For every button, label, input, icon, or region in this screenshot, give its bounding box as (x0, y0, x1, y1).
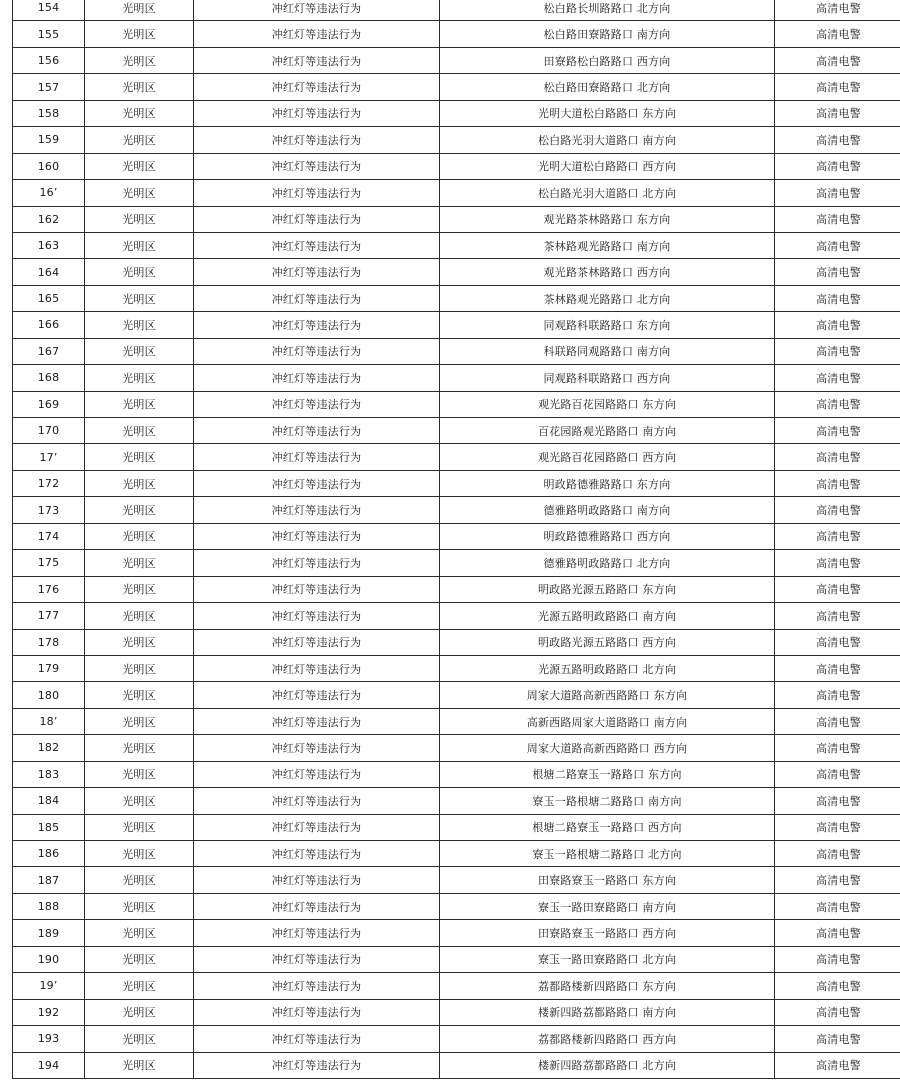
row-number-cell: 163 (13, 232, 85, 258)
violation-type-cell: 冲红灯等违法行为 (194, 735, 440, 761)
table-row (13, 788, 900, 814)
violation-type-cell: 冲红灯等违法行为 (194, 523, 440, 549)
location-cell: 松白路光羽大道路口 南方向 (440, 127, 775, 153)
location-cell: 荔都路楼新四路路口 西方向 (440, 1026, 775, 1052)
table-row (13, 1052, 900, 1078)
device-type-cell: 高清电警 (775, 470, 900, 496)
location-cell: 茶林路观光路路口 南方向 (440, 232, 775, 258)
device-type-cell: 高清电警 (775, 655, 900, 681)
district-cell: 光明区 (85, 603, 194, 629)
row-number-cell: 177 (13, 603, 85, 629)
table-row (13, 259, 900, 285)
row-number-cell: 154 (13, 0, 85, 21)
table-row (13, 497, 900, 523)
table-row (13, 1026, 900, 1052)
table-row (13, 338, 900, 364)
table-row (13, 576, 900, 602)
location-cell: 明政路光源五路路口 东方向 (440, 576, 775, 602)
table-row (13, 285, 900, 311)
district-cell: 光明区 (85, 655, 194, 681)
location-cell: 周家大道路高新西路路口 东方向 (440, 682, 775, 708)
violation-type-cell: 冲红灯等违法行为 (194, 1026, 440, 1052)
device-type-cell: 高清电警 (775, 444, 900, 470)
violation-type-cell: 冲红灯等违法行为 (194, 629, 440, 655)
row-number-cell: 182 (13, 735, 85, 761)
device-type-cell: 高清电警 (775, 127, 900, 153)
table-row (13, 391, 900, 417)
violation-type-cell: 冲红灯等违法行为 (194, 206, 440, 232)
location-cell: 松白路长圳路路口 北方向 (440, 0, 775, 21)
row-number-cell: 185 (13, 814, 85, 840)
district-cell: 光明区 (85, 312, 194, 338)
district-cell: 光明区 (85, 47, 194, 73)
device-type-cell: 高清电警 (775, 312, 900, 338)
row-number-cell: 176 (13, 576, 85, 602)
location-cell: 观光路茶林路路口 东方向 (440, 206, 775, 232)
district-cell: 光明区 (85, 259, 194, 285)
device-type-cell: 高清电警 (775, 550, 900, 576)
district-cell: 光明区 (85, 946, 194, 972)
device-type-cell: 高清电警 (775, 0, 900, 21)
violation-type-cell: 冲红灯等违法行为 (194, 920, 440, 946)
location-cell: 寮玉一路田寮路路口 南方向 (440, 893, 775, 919)
location-cell: 光明大道松白路路口 西方向 (440, 153, 775, 179)
table-row (13, 418, 900, 444)
violation-type-cell: 冲红灯等违法行为 (194, 312, 440, 338)
row-number-cell: 175 (13, 550, 85, 576)
row-number-cell: 189 (13, 920, 85, 946)
district-cell: 光明区 (85, 550, 194, 576)
district-cell: 光明区 (85, 127, 194, 153)
row-number-cell: 156 (13, 47, 85, 73)
table-row (13, 708, 900, 734)
location-cell: 观光路百花园路路口 东方向 (440, 391, 775, 417)
device-type-cell: 高清电警 (775, 206, 900, 232)
district-cell: 光明区 (85, 232, 194, 258)
table-row (13, 999, 900, 1025)
violation-type-cell: 冲红灯等违法行为 (194, 867, 440, 893)
district-cell: 光明区 (85, 285, 194, 311)
device-type-cell: 高清电警 (775, 285, 900, 311)
district-cell: 光明区 (85, 418, 194, 444)
violation-type-cell: 冲红灯等违法行为 (194, 391, 440, 417)
device-type-cell: 高清电警 (775, 814, 900, 840)
violation-type-cell: 冲红灯等违法行为 (194, 1052, 440, 1078)
row-number-cell: 160 (13, 153, 85, 179)
device-type-cell: 高清电警 (775, 391, 900, 417)
device-type-cell: 高清电警 (775, 100, 900, 126)
row-number-cell: 178 (13, 629, 85, 655)
district-cell: 光明区 (85, 1052, 194, 1078)
violation-type-cell: 冲红灯等违法行为 (194, 761, 440, 787)
row-number-cell: 164 (13, 259, 85, 285)
violation-type-cell: 冲红灯等违法行为 (194, 550, 440, 576)
violation-type-cell: 冲红灯等违法行为 (194, 365, 440, 391)
table-row (13, 603, 900, 629)
district-cell: 光明区 (85, 470, 194, 496)
table-row (13, 74, 900, 100)
table-row (13, 232, 900, 258)
table-row (13, 841, 900, 867)
district-cell: 光明区 (85, 814, 194, 840)
violation-type-cell: 冲红灯等违法行为 (194, 682, 440, 708)
location-cell: 田寮路寮玉一路路口 西方向 (440, 920, 775, 946)
table-row (13, 523, 900, 549)
table-row (13, 893, 900, 919)
district-cell: 光明区 (85, 391, 194, 417)
district-cell: 光明区 (85, 841, 194, 867)
location-cell: 同观路科联路路口 西方向 (440, 365, 775, 391)
location-cell: 茶林路观光路路口 北方向 (440, 285, 775, 311)
district-cell: 光明区 (85, 761, 194, 787)
table-row (13, 550, 900, 576)
table-row (13, 444, 900, 470)
violation-type-cell: 冲红灯等违法行为 (194, 47, 440, 73)
device-type-cell: 高清电警 (775, 523, 900, 549)
violation-type-cell: 冲红灯等违法行为 (194, 973, 440, 999)
violation-type-cell: 冲红灯等违法行为 (194, 74, 440, 100)
row-number-cell: 179 (13, 655, 85, 681)
row-number-cell: 19’ (13, 973, 85, 999)
location-cell: 高新西路周家大道路路口 南方向 (440, 708, 775, 734)
device-type-cell: 高清电警 (775, 21, 900, 47)
district-cell: 光明区 (85, 21, 194, 47)
row-number-cell: 16’ (13, 180, 85, 206)
device-type-cell: 高清电警 (775, 180, 900, 206)
row-number-cell: 166 (13, 312, 85, 338)
table-row (13, 735, 900, 761)
district-cell: 光明区 (85, 180, 194, 206)
device-type-cell: 高清电警 (775, 999, 900, 1025)
table-row (13, 0, 900, 21)
violation-type-cell: 冲红灯等违法行为 (194, 788, 440, 814)
row-number-cell: 183 (13, 761, 85, 787)
row-number-cell: 174 (13, 523, 85, 549)
device-type-cell: 高清电警 (775, 74, 900, 100)
location-cell: 荔都路楼新四路路口 东方向 (440, 973, 775, 999)
table-row (13, 946, 900, 972)
table-row (13, 153, 900, 179)
row-number-cell: 184 (13, 788, 85, 814)
violation-type-cell: 冲红灯等违法行为 (194, 576, 440, 602)
violation-type-cell: 冲红灯等违法行为 (194, 946, 440, 972)
row-number-cell: 18’ (13, 708, 85, 734)
district-cell: 光明区 (85, 788, 194, 814)
violation-type-cell: 冲红灯等违法行为 (194, 418, 440, 444)
district-cell: 光明区 (85, 0, 194, 21)
violation-type-cell: 冲红灯等违法行为 (194, 655, 440, 681)
table-row (13, 312, 900, 338)
location-cell: 明政路德雅路路口 西方向 (440, 523, 775, 549)
location-cell: 德雅路明政路路口 北方向 (440, 550, 775, 576)
device-type-cell: 高清电警 (775, 946, 900, 972)
location-cell: 光明大道松白路路口 东方向 (440, 100, 775, 126)
violation-type-cell: 冲红灯等违法行为 (194, 893, 440, 919)
row-number-cell: 187 (13, 867, 85, 893)
district-cell: 光明区 (85, 153, 194, 179)
table-row (13, 814, 900, 840)
violation-type-cell: 冲红灯等违法行为 (194, 999, 440, 1025)
table-row (13, 21, 900, 47)
device-type-cell: 高清电警 (775, 1052, 900, 1078)
location-cell: 松白路田寮路路口 南方向 (440, 21, 775, 47)
table-row (13, 470, 900, 496)
device-type-cell: 高清电警 (775, 1026, 900, 1052)
device-type-cell: 高清电警 (775, 365, 900, 391)
device-type-cell: 高清电警 (775, 788, 900, 814)
device-type-cell: 高清电警 (775, 682, 900, 708)
device-type-cell: 高清电警 (775, 893, 900, 919)
location-cell: 楼新四路荔都路路口 南方向 (440, 999, 775, 1025)
table-row (13, 920, 900, 946)
device-type-cell: 高清电警 (775, 867, 900, 893)
device-type-cell: 高清电警 (775, 338, 900, 364)
table-row (13, 761, 900, 787)
violation-type-cell: 冲红灯等违法行为 (194, 153, 440, 179)
location-cell: 明政路光源五路路口 西方向 (440, 629, 775, 655)
violation-type-cell: 冲红灯等违法行为 (194, 841, 440, 867)
district-cell: 光明区 (85, 365, 194, 391)
table-body (13, 0, 900, 1078)
district-cell: 光明区 (85, 920, 194, 946)
table-row (13, 867, 900, 893)
location-cell: 寮玉一路根塘二路路口 北方向 (440, 841, 775, 867)
table-row (13, 100, 900, 126)
violation-type-cell: 冲红灯等违法行为 (194, 21, 440, 47)
district-cell: 光明区 (85, 629, 194, 655)
row-number-cell: 159 (13, 127, 85, 153)
device-type-cell: 高清电警 (775, 418, 900, 444)
location-cell: 松白路田寮路路口 北方向 (440, 74, 775, 100)
location-cell: 明政路德雅路路口 东方向 (440, 470, 775, 496)
location-cell: 根塘二路寮玉一路路口 东方向 (440, 761, 775, 787)
violation-type-cell: 冲红灯等违法行为 (194, 127, 440, 153)
violation-type-cell: 冲红灯等违法行为 (194, 285, 440, 311)
table-row (13, 973, 900, 999)
table-row (13, 47, 900, 73)
district-cell: 光明区 (85, 999, 194, 1025)
location-cell: 田寮路寮玉一路路口 东方向 (440, 867, 775, 893)
location-cell: 田寮路松白路路口 西方向 (440, 47, 775, 73)
device-type-cell: 高清电警 (775, 708, 900, 734)
device-type-cell: 高清电警 (775, 259, 900, 285)
district-cell: 光明区 (85, 497, 194, 523)
violation-type-cell: 冲红灯等违法行为 (194, 497, 440, 523)
location-cell: 德雅路明政路路口 南方向 (440, 497, 775, 523)
table-row (13, 127, 900, 153)
device-type-cell: 高清电警 (775, 920, 900, 946)
district-cell: 光明区 (85, 893, 194, 919)
location-cell: 科联路同观路路口 南方向 (440, 338, 775, 364)
location-cell: 观光路百花园路路口 西方向 (440, 444, 775, 470)
location-cell: 寮玉一路田寮路路口 北方向 (440, 946, 775, 972)
row-number-cell: 194 (13, 1052, 85, 1078)
row-number-cell: 170 (13, 418, 85, 444)
violation-type-cell: 冲红灯等违法行为 (194, 180, 440, 206)
violation-type-cell: 冲红灯等违法行为 (194, 338, 440, 364)
district-cell: 光明区 (85, 1026, 194, 1052)
violation-type-cell: 冲红灯等违法行为 (194, 0, 440, 21)
row-number-cell: 168 (13, 365, 85, 391)
device-type-cell: 高清电警 (775, 497, 900, 523)
location-cell: 周家大道路高新西路路口 西方向 (440, 735, 775, 761)
device-type-cell: 高清电警 (775, 47, 900, 73)
district-cell: 光明区 (85, 523, 194, 549)
device-type-cell: 高清电警 (775, 232, 900, 258)
district-cell: 光明区 (85, 973, 194, 999)
violation-type-cell: 冲红灯等违法行为 (194, 444, 440, 470)
device-type-cell: 高清电警 (775, 603, 900, 629)
row-number-cell: 155 (13, 21, 85, 47)
district-cell: 光明区 (85, 206, 194, 232)
row-number-cell: 167 (13, 338, 85, 364)
row-number-cell: 192 (13, 999, 85, 1025)
district-cell: 光明区 (85, 708, 194, 734)
district-cell: 光明区 (85, 576, 194, 602)
location-cell: 同观路科联路路口 东方向 (440, 312, 775, 338)
row-number-cell: 162 (13, 206, 85, 232)
row-number-cell: 193 (13, 1026, 85, 1052)
district-cell: 光明区 (85, 338, 194, 364)
table-row (13, 655, 900, 681)
district-cell: 光明区 (85, 682, 194, 708)
location-cell: 寮玉一路根塘二路路口 南方向 (440, 788, 775, 814)
device-type-cell: 高清电警 (775, 629, 900, 655)
district-cell: 光明区 (85, 444, 194, 470)
row-number-cell: 165 (13, 285, 85, 311)
table-row (13, 206, 900, 232)
violation-type-cell: 冲红灯等违法行为 (194, 100, 440, 126)
document-page (12, 0, 900, 1079)
location-cell: 根塘二路寮玉一路路口 西方向 (440, 814, 775, 840)
district-cell: 光明区 (85, 74, 194, 100)
location-cell: 松白路光羽大道路口 北方向 (440, 180, 775, 206)
row-number-cell: 190 (13, 946, 85, 972)
device-type-cell: 高清电警 (775, 841, 900, 867)
row-number-cell: 17’ (13, 444, 85, 470)
device-type-cell: 高清电警 (775, 735, 900, 761)
row-number-cell: 169 (13, 391, 85, 417)
location-cell: 光源五路明政路路口 北方向 (440, 655, 775, 681)
location-cell: 楼新四路荔都路路口 北方向 (440, 1052, 775, 1078)
row-number-cell: 180 (13, 682, 85, 708)
district-cell: 光明区 (85, 867, 194, 893)
row-number-cell: 158 (13, 100, 85, 126)
location-cell: 光源五路明政路路口 南方向 (440, 603, 775, 629)
device-type-cell: 高清电警 (775, 576, 900, 602)
camera-location-table (12, 0, 900, 1079)
device-type-cell: 高清电警 (775, 153, 900, 179)
row-number-cell: 186 (13, 841, 85, 867)
violation-type-cell: 冲红灯等违法行为 (194, 232, 440, 258)
row-number-cell: 172 (13, 470, 85, 496)
district-cell: 光明区 (85, 735, 194, 761)
device-type-cell: 高清电警 (775, 973, 900, 999)
location-cell: 观光路茶林路路口 西方向 (440, 259, 775, 285)
location-cell: 百花园路观光路路口 南方向 (440, 418, 775, 444)
violation-type-cell: 冲红灯等违法行为 (194, 708, 440, 734)
device-type-cell: 高清电警 (775, 761, 900, 787)
row-number-cell: 173 (13, 497, 85, 523)
table-row (13, 682, 900, 708)
table-row (13, 365, 900, 391)
table-row (13, 629, 900, 655)
violation-type-cell: 冲红灯等违法行为 (194, 603, 440, 629)
district-cell: 光明区 (85, 100, 194, 126)
row-number-cell: 157 (13, 74, 85, 100)
violation-type-cell: 冲红灯等违法行为 (194, 814, 440, 840)
row-number-cell: 188 (13, 893, 85, 919)
violation-type-cell: 冲红灯等违法行为 (194, 470, 440, 496)
table-row (13, 180, 900, 206)
violation-type-cell: 冲红灯等违法行为 (194, 259, 440, 285)
